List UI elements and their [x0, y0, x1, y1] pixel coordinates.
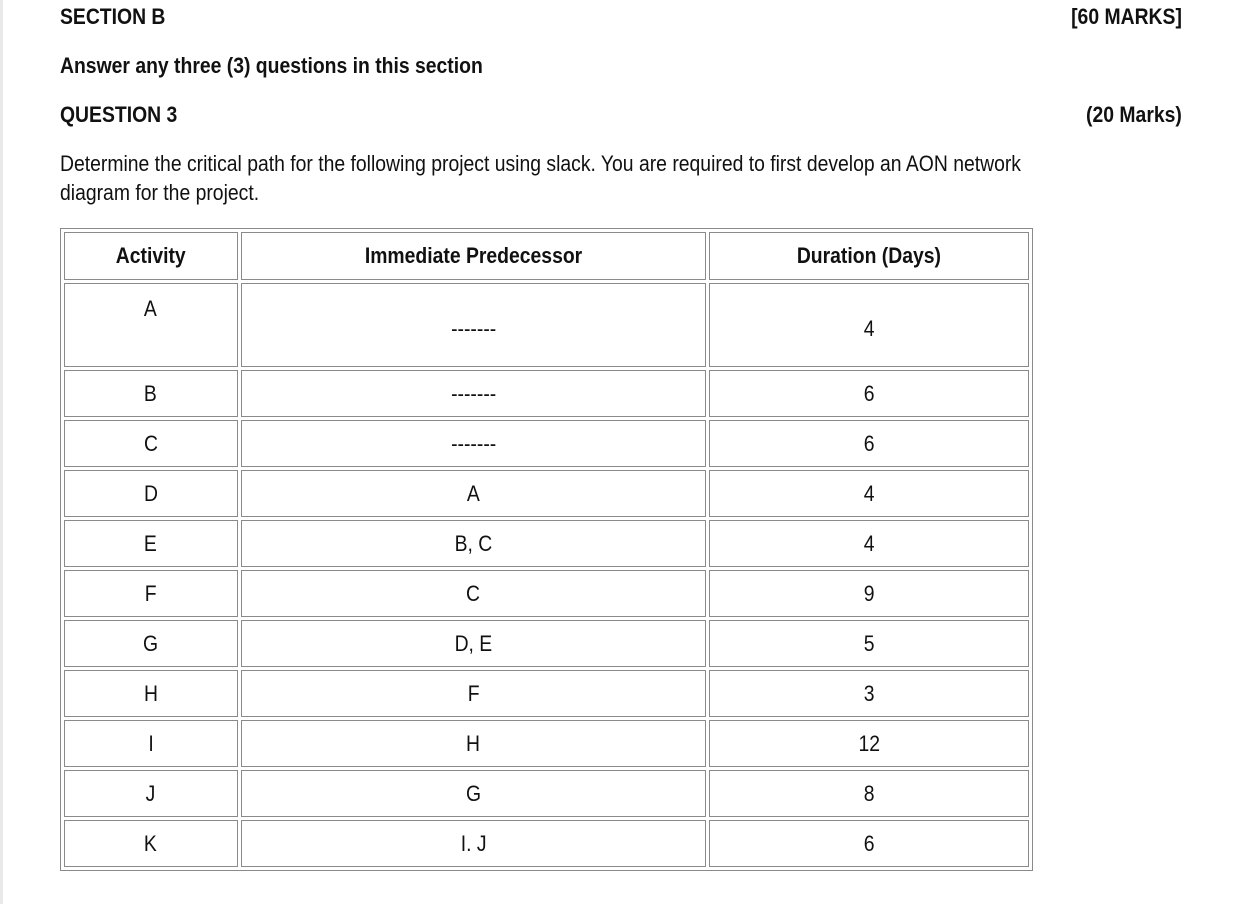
cell-predecessor: B, C [241, 520, 706, 567]
cell-predecessor: C [241, 570, 706, 617]
cell-duration: 9 [709, 570, 1029, 617]
table-row [64, 470, 1029, 517]
cell-duration: 12 [709, 720, 1029, 767]
cell-activity: C [64, 420, 238, 467]
cell-activity: E [64, 520, 238, 567]
cell-duration: 4 [709, 520, 1029, 567]
cell-predecessor: H [241, 720, 706, 767]
table-row [64, 370, 1029, 417]
table-row [64, 570, 1029, 617]
cell-duration: 5 [709, 620, 1029, 667]
table-row [64, 720, 1029, 767]
cell-predecessor: ------- [241, 370, 706, 417]
cell-activity: B [64, 370, 238, 417]
cell-activity: D [64, 470, 238, 517]
cell-duration: 6 [709, 820, 1029, 867]
cell-duration: 6 [709, 370, 1029, 417]
table-row [64, 820, 1029, 867]
cell-predecessor: D, E [241, 620, 706, 667]
section-title: SECTION B [60, 4, 166, 29]
cell-activity: G [64, 620, 238, 667]
question-text: Determine the critical path for the following project using slack. You are required to first develop an AON network diagram for the project. [60, 151, 1021, 205]
cell-predecessor: G [241, 770, 706, 817]
cell-activity: H [64, 670, 238, 717]
cell-duration: 4 [709, 283, 1029, 367]
cell-predecessor: A [241, 470, 706, 517]
cell-activity: K [64, 820, 238, 867]
cell-activity: I [64, 720, 238, 767]
page-edge [0, 0, 3, 904]
table-row [64, 770, 1029, 817]
question-marks: (20 Marks) [1086, 102, 1182, 127]
cell-activity: J [64, 770, 238, 817]
cell-duration: 3 [709, 670, 1029, 717]
table-row [64, 520, 1029, 567]
cell-duration: 8 [709, 770, 1029, 817]
cell-predecessor: ------- [241, 420, 706, 467]
cell-activity: F [64, 570, 238, 617]
table-row [64, 620, 1029, 667]
cell-duration: 6 [709, 420, 1029, 467]
table-row [64, 670, 1029, 717]
cell-activity: A [64, 283, 238, 367]
cell-duration: 4 [709, 470, 1029, 517]
activity-table [60, 228, 1033, 871]
section-marks: [60 MARKS] [1071, 4, 1182, 29]
table-row [64, 420, 1029, 467]
header-duration: Duration (Days) [709, 232, 1029, 280]
header-predecessor: Immediate Predecessor [241, 232, 706, 280]
question-title: QUESTION 3 [60, 102, 178, 127]
cell-predecessor: ------- [241, 283, 706, 367]
cell-predecessor: F [241, 670, 706, 717]
cell-predecessor: I. J [241, 820, 706, 867]
section-instruction: Answer any three (3) questions in this section [60, 53, 483, 78]
table-header-row [64, 232, 1029, 280]
table-row [64, 283, 1029, 367]
header-activity: Activity [64, 232, 238, 280]
